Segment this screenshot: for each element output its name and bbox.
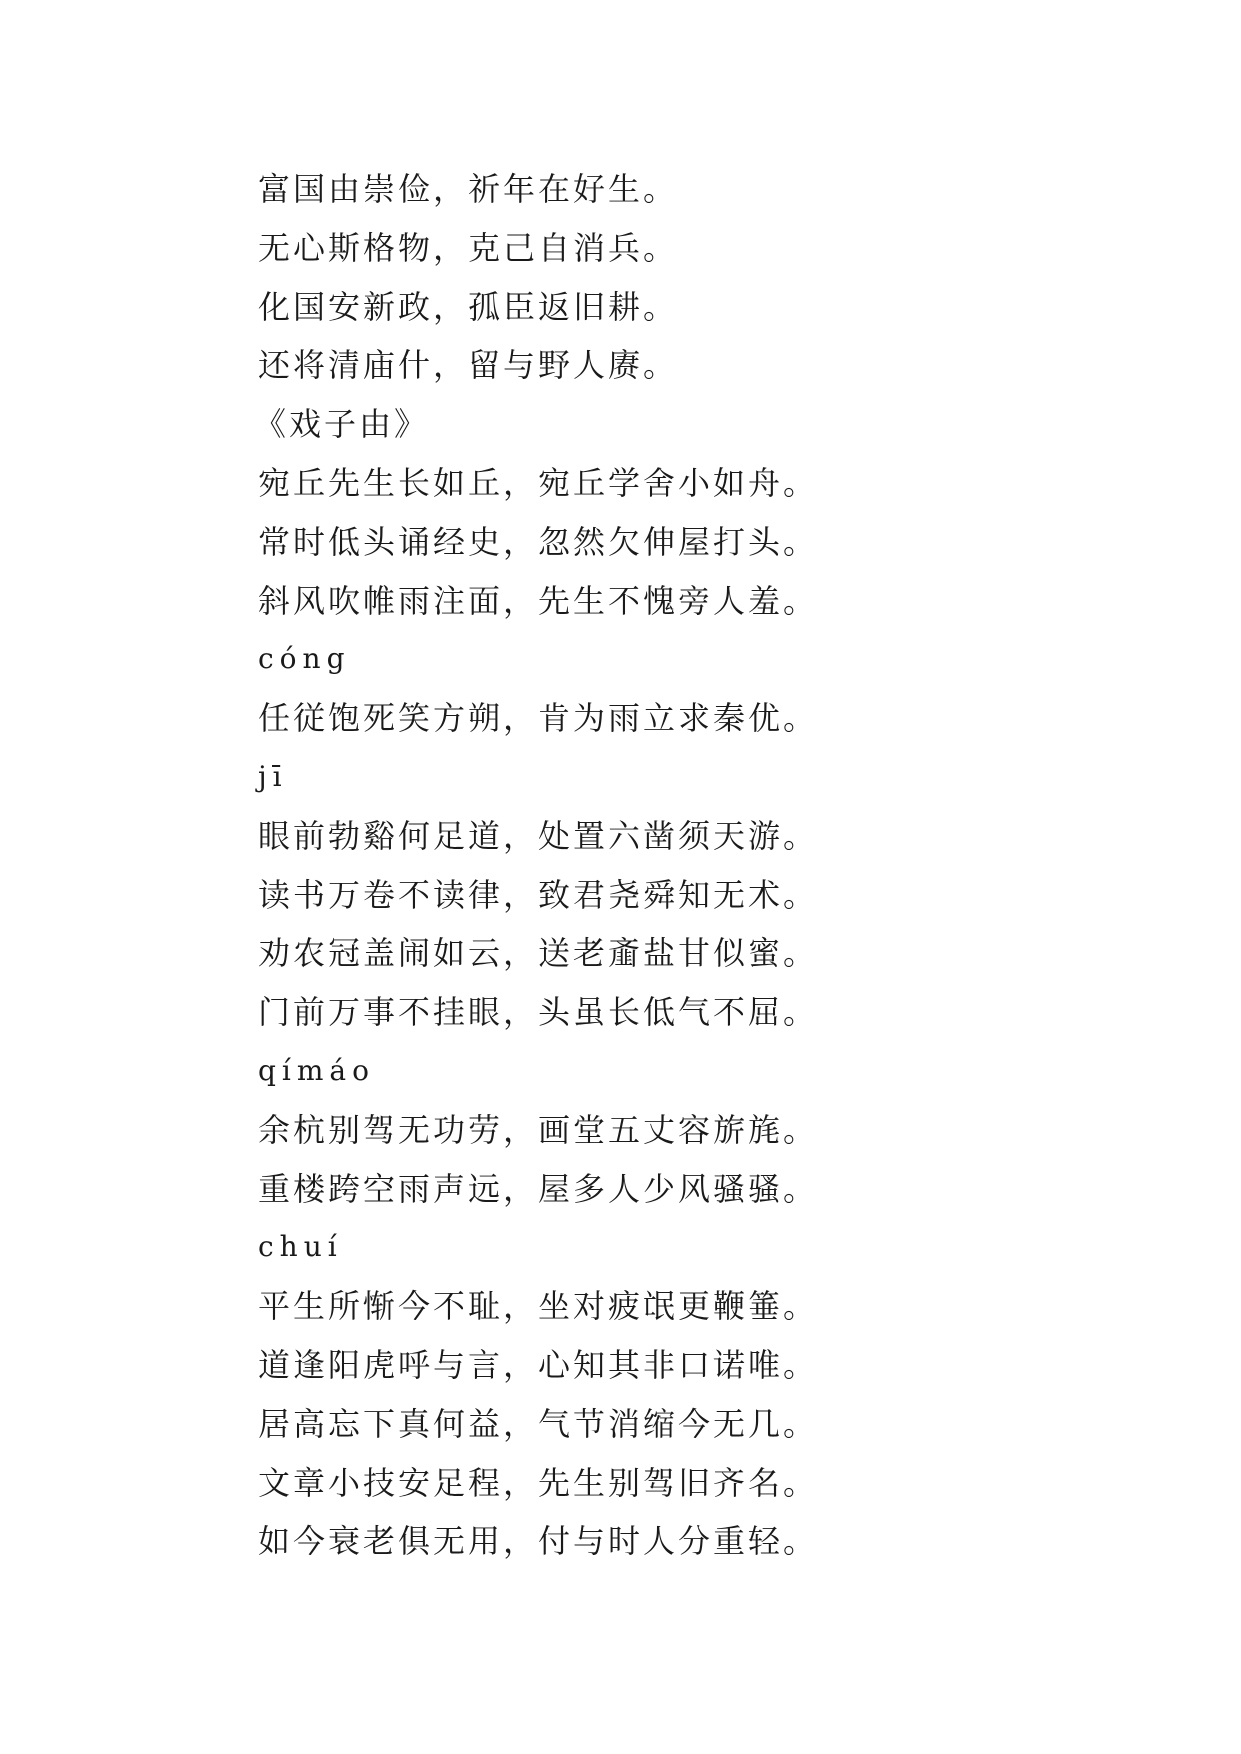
verse-line: 居高忘下真何益，气节消缩今无几。 (258, 1404, 819, 1443)
poem-title: 《戏子由》 (254, 405, 430, 444)
verse-line: 平生所惭今不耻，坐对疲氓更鞭箠。 (258, 1287, 819, 1326)
pinyin-annotation: cóng (258, 642, 351, 676)
verse-line: 劝农冠盖闹如云，送老齑盐甘似蜜。 (258, 934, 819, 973)
verse-line: 斜风吹帷雨注面，先生不愧旁人羞。 (258, 581, 819, 620)
verse-line: 常时低头诵经史，忽然欠伸屋打头。 (258, 522, 819, 561)
verse-line: 如今衰老俱无用，付与时人分重轻。 (258, 1522, 819, 1561)
verse-line: 门前万事不挂眼，头虽长低气不屈。 (258, 993, 819, 1032)
verse-line: 还将清庙什，留与野人赓。 (258, 346, 679, 385)
verse-line: 无心斯格物，克己自消兵。 (258, 228, 679, 267)
poem-text-column (254, 160, 1058, 1571)
verse-line: 文章小技安足程，先生别驾旧齐名。 (258, 1463, 819, 1502)
verse-line: 宛丘先生长如丘，宛丘学舍小如舟。 (258, 463, 819, 502)
verse-line: 余杭别驾无功劳，画堂五丈容旂旄。 (258, 1110, 819, 1149)
verse-line: 眼前勃谿何足道，处置六凿须天游。 (258, 816, 819, 855)
verse-line: 重楼跨空雨声远，屋多人少风骚骚。 (258, 1169, 819, 1208)
pinyin-annotation: chuí (258, 1230, 343, 1264)
verse-line: 化国安新政，孤臣返旧耕。 (258, 287, 679, 326)
verse-line: 道逢阳虎呼与言，心知其非口诺唯。 (258, 1345, 819, 1384)
verse-line: 任従饱死笑方朔，肯为雨立求秦优。 (258, 699, 819, 738)
verse-line: 富国由崇俭，祈年在好生。 (258, 170, 679, 208)
verse-line: 读书万卷不读律，致君尧舜知无术。 (258, 875, 819, 914)
pinyin-annotation: qímáo (258, 1053, 375, 1087)
pinyin-annotation: jī (258, 759, 288, 793)
